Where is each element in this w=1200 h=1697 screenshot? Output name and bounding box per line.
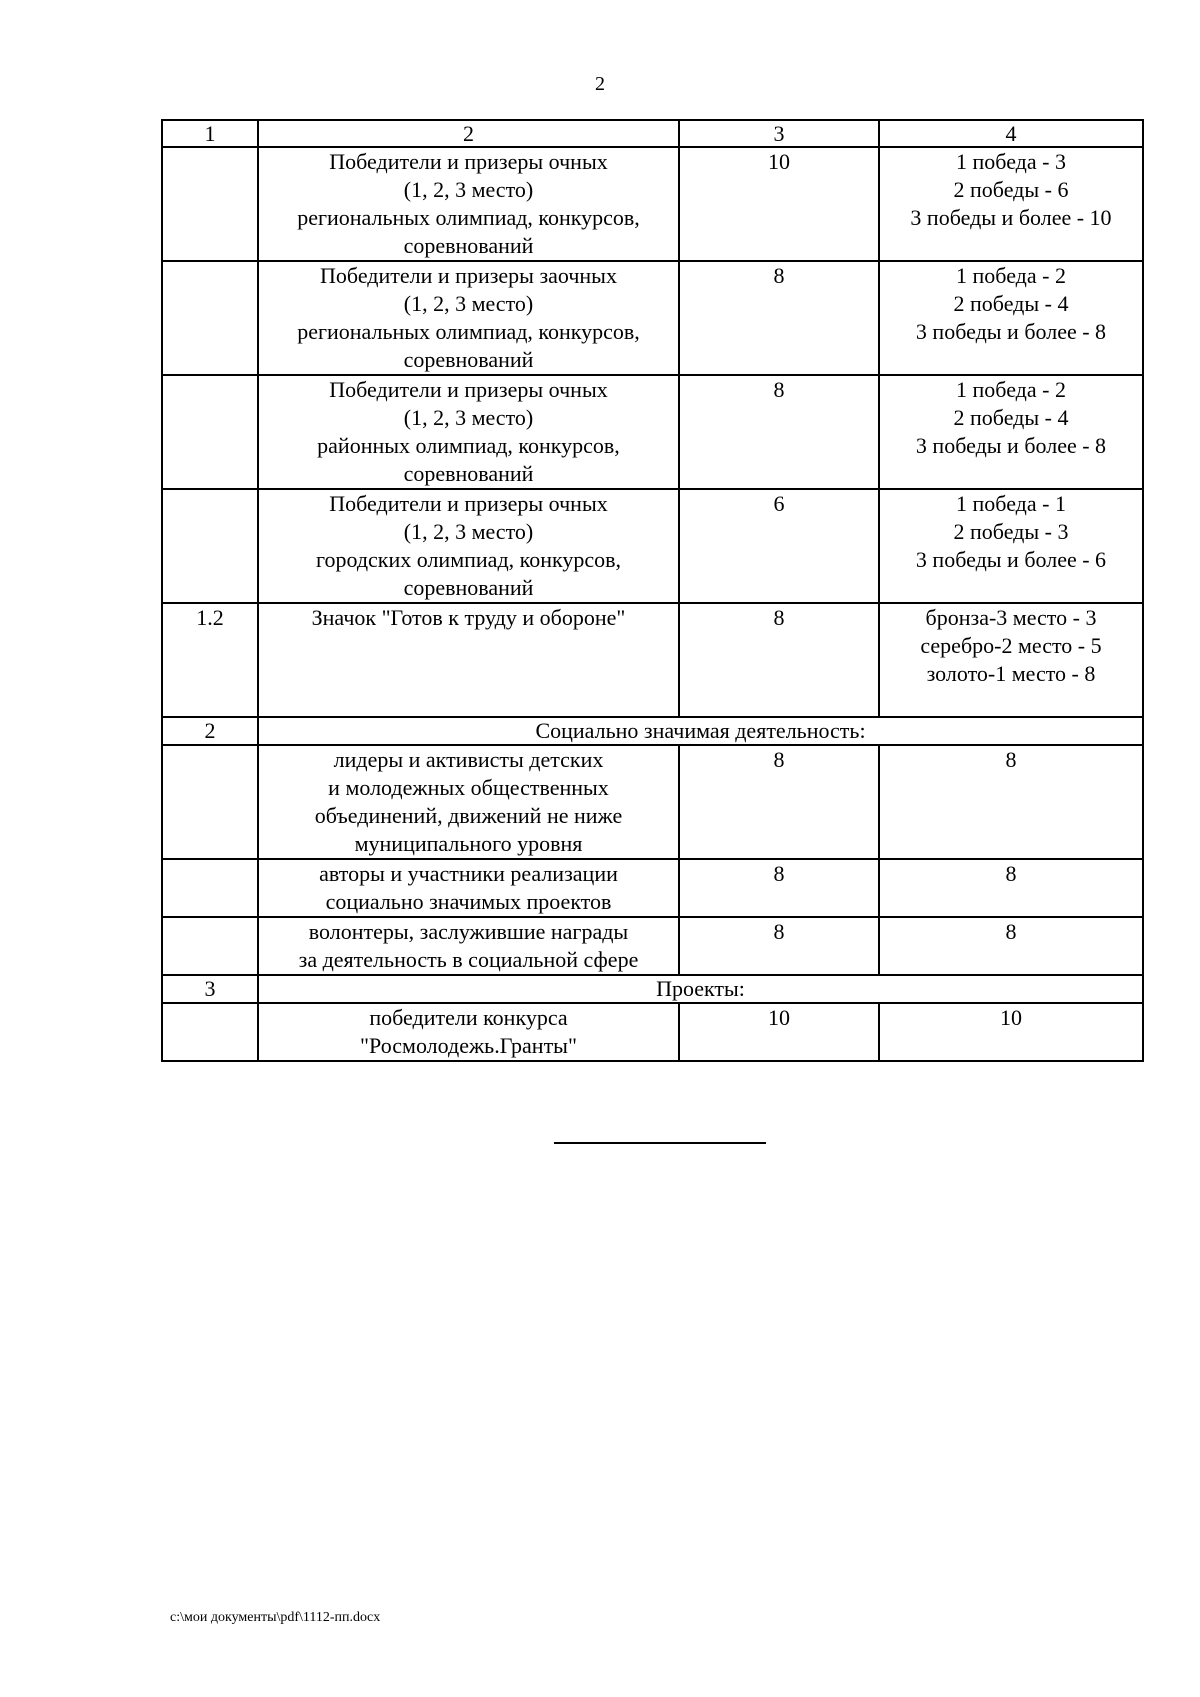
section-row — [162, 975, 1143, 1003]
score-cell: 1 победа - 3 2 победы - 6 3 победы и более - 10 — [879, 147, 1143, 261]
points-cell: 8 — [679, 261, 879, 375]
table-row — [162, 489, 1143, 603]
row-number-cell — [162, 261, 258, 375]
criterion-cell: Победители и призеры очных (1, 2, 3 место) городских олимпиад, конкурсов, соревнований — [258, 489, 679, 603]
row-number-cell — [162, 917, 258, 975]
header-cell-1: 1 — [162, 120, 258, 147]
points-cell: 8 — [679, 375, 879, 489]
table-row — [162, 859, 1143, 917]
table-row — [162, 375, 1143, 489]
table-row — [162, 745, 1143, 859]
row-number-cell — [162, 489, 258, 603]
table-row — [162, 603, 1143, 717]
points-cell: 10 — [679, 1003, 879, 1061]
points-cell: 8 — [679, 859, 879, 917]
score-cell: 1 победа - 2 2 победы - 4 3 победы и более - 8 — [879, 375, 1143, 489]
end-of-document-divider — [554, 1142, 766, 1144]
row-number-cell — [162, 147, 258, 261]
criterion-cell: Значок "Готов к труду и обороне" — [258, 603, 679, 717]
criterion-cell: волонтеры, заслужившие награды за деятельность в социальной сфере — [258, 917, 679, 975]
table-row — [162, 261, 1143, 375]
row-number-cell — [162, 745, 258, 859]
header-cell-4: 4 — [879, 120, 1143, 147]
score-cell: 1 победа - 1 2 победы - 3 3 победы и более - 6 — [879, 489, 1143, 603]
row-number-cell: 1.2 — [162, 603, 258, 717]
score-cell: 8 — [879, 859, 1143, 917]
section-row — [162, 717, 1143, 745]
criteria-table — [161, 119, 1144, 1062]
points-cell: 8 — [679, 745, 879, 859]
row-number-cell — [162, 375, 258, 489]
score-cell: 1 победа - 2 2 победы - 4 3 победы и более - 8 — [879, 261, 1143, 375]
criterion-cell: Победители и призеры очных (1, 2, 3 место) районных олимпиад, конкурсов, соревнований — [258, 375, 679, 489]
points-cell: 8 — [679, 917, 879, 975]
row-number-cell — [162, 1003, 258, 1061]
criterion-cell: лидеры и активисты детских и молодежных общественных объединений, движений не ниже муниципального уровня — [258, 745, 679, 859]
table-row — [162, 147, 1143, 261]
section-number-cell: 3 — [162, 975, 258, 1003]
score-cell: 10 — [879, 1003, 1143, 1061]
score-cell: бронза-3 место - 3 серебро-2 место - 5 золото-1 место - 8 — [879, 603, 1143, 717]
header-cell-2: 2 — [258, 120, 679, 147]
row-number-cell — [162, 859, 258, 917]
criterion-cell: авторы и участники реализации социально значимых проектов — [258, 859, 679, 917]
table-row — [162, 1003, 1143, 1061]
points-cell: 8 — [679, 603, 879, 717]
score-cell: 8 — [879, 917, 1143, 975]
table-row — [162, 917, 1143, 975]
header-cell-3: 3 — [679, 120, 879, 147]
points-cell: 10 — [679, 147, 879, 261]
section-title: Социально значимая деятельность: — [258, 717, 1143, 745]
section-title: Проекты: — [258, 975, 1143, 1003]
score-cell: 8 — [879, 745, 1143, 859]
footer-file-path: c:\мои документы\pdf\1112-пп.docx — [170, 1610, 381, 1625]
section-number-cell: 2 — [162, 717, 258, 745]
criterion-cell: Победители и призеры очных (1, 2, 3 место) региональных олимпиад, конкурсов, соревнований — [258, 147, 679, 261]
page-number: 2 — [595, 73, 605, 95]
points-cell: 6 — [679, 489, 879, 603]
table-header-row — [162, 120, 1143, 147]
criterion-cell: победители конкурса "Росмолодежь.Гранты" — [258, 1003, 679, 1061]
criterion-cell: Победители и призеры заочных (1, 2, 3 место) региональных олимпиад, конкурсов, соревнований — [258, 261, 679, 375]
